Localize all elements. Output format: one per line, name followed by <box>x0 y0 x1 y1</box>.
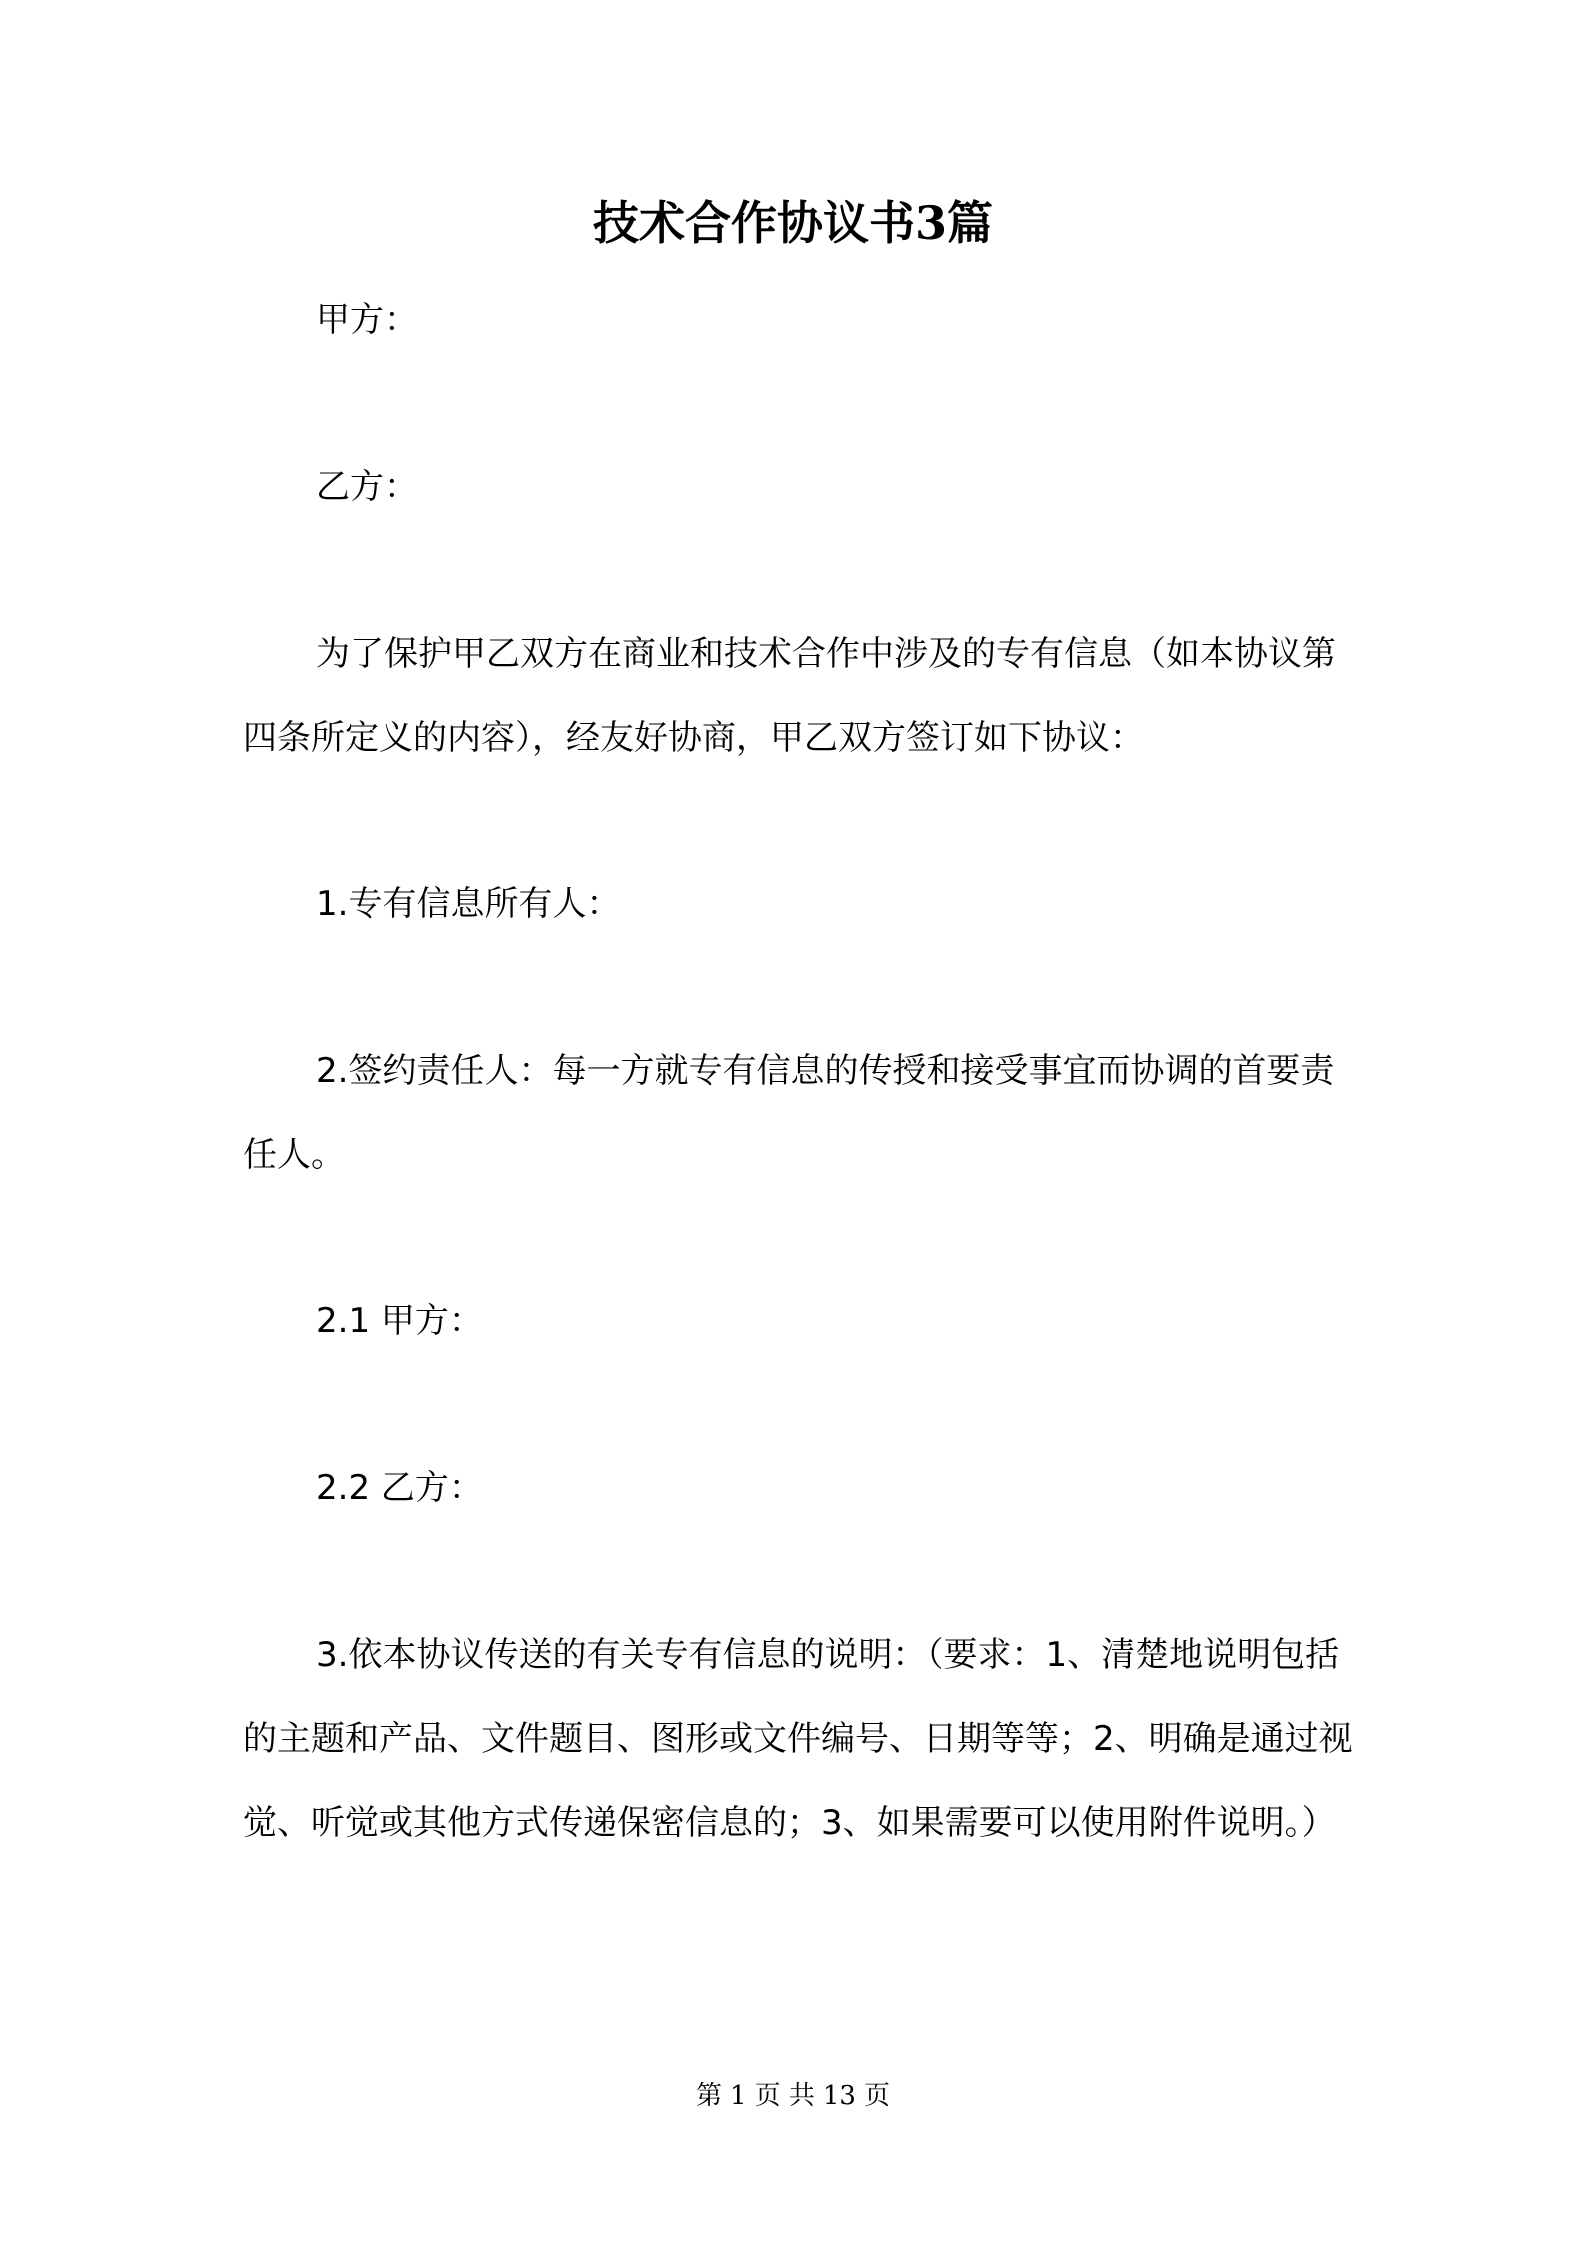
page-footer <box>0 2078 1586 2114</box>
footer-current-page: 1 <box>730 2081 747 2111</box>
page-title: 技术合作协议书3篇 <box>592 196 993 250</box>
paragraph-clause-2-1: 2.1 甲方： <box>316 1301 483 1341</box>
paragraph-clause-1: 1.专有信息所有人： <box>316 884 621 924</box>
footer-prefix: 第 <box>696 2081 723 2111</box>
paragraph-preamble: 为了保护甲乙双方在商业和技术合作中涉及的专有信息（如本协议第四条所定义的内容），经友好协商，甲乙双方签订如下协议： <box>243 634 1336 758</box>
paragraph-clause-3: 3.依本协议传送的有关专有信息的说明：（要求：1、清楚地说明包括的主题和产品、文件题目、图形或文件编号、日期等等；2、明确是通过视觉、听觉或其他方式传递保密信息的；3、如果需要可以使用附件说明。） <box>243 1635 1353 1843</box>
footer-mid: 页 共 <box>754 2081 815 2111</box>
paragraph-clause-2: 2.签约责任人：每一方就专有信息的传授和接受事宜而协调的首要责任人。 <box>243 1051 1335 1175</box>
paragraph-party-b: 乙方： <box>316 467 418 507</box>
footer-suffix: 页 <box>863 2081 890 2111</box>
footer-total-pages: 13 <box>822 2081 856 2111</box>
paragraph-clause-2-2: 2.2 乙方： <box>316 1468 483 1508</box>
paragraph-party-a: 甲方： <box>316 300 418 340</box>
